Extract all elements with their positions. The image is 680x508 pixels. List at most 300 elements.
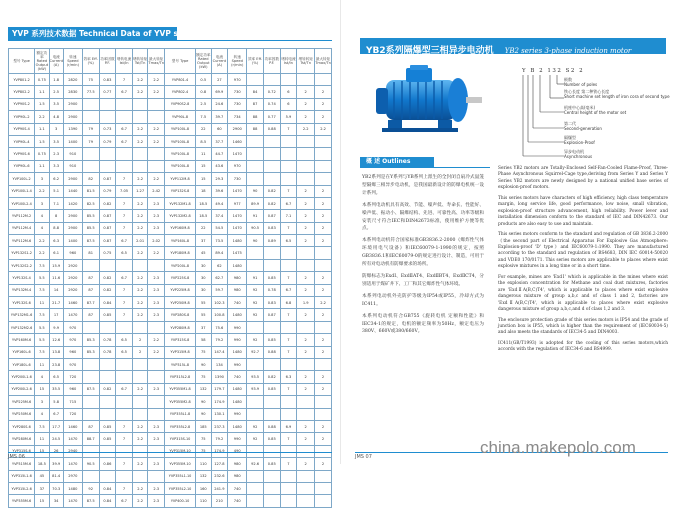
table-cell: 2.2	[132, 74, 147, 86]
left-page	[0, 0, 341, 503]
table-cell	[297, 148, 315, 160]
table-cell: 6	[280, 98, 297, 110]
table-cell: YVP355M2-8	[165, 396, 196, 408]
table-cell	[148, 259, 165, 271]
table-cell	[148, 470, 165, 482]
table-cell: 730	[228, 98, 247, 110]
table-cell: 75	[196, 445, 211, 457]
table-cell	[132, 111, 147, 123]
table-cell: 8	[49, 210, 63, 222]
table-cell: 2	[297, 210, 315, 222]
table-cell: 0.74	[263, 98, 280, 110]
table-row	[9, 321, 332, 333]
table-cell	[297, 470, 315, 482]
table-cell: 59.7	[211, 284, 228, 296]
table-cell: 2	[315, 235, 332, 247]
table-cell: 2.2	[132, 433, 147, 445]
table-cell: 2	[315, 433, 332, 445]
table-cell: 24.6	[211, 98, 228, 110]
table-cell: 4	[35, 408, 49, 420]
table-cell: 0.85	[99, 420, 116, 432]
table-cell: 720	[63, 371, 82, 383]
table-cell	[247, 247, 264, 259]
table-cell: 1470	[63, 495, 82, 507]
table-cell	[82, 111, 99, 123]
table-cell: 0.77	[99, 86, 116, 98]
table-cell: 87	[247, 98, 264, 110]
yb2-title-bar	[360, 38, 666, 54]
table-cell	[315, 135, 332, 147]
table-cell	[82, 148, 99, 160]
table-cell: 88.7	[82, 433, 99, 445]
table-cell: 2.3	[148, 420, 165, 432]
table-cell: 960	[63, 383, 82, 395]
table-cell: 2.2	[148, 173, 165, 185]
table-cell: 7	[280, 123, 297, 135]
table-cell: 5.1	[49, 185, 63, 197]
table-cell: 3.3	[49, 160, 63, 172]
table-cell	[148, 358, 165, 370]
table-cell	[315, 470, 332, 482]
cn-paragraph: YB2系列是在Y系列与YB系列上派生的全封闭自扇冷式鼠笼型隔爆三相异步电动机，是我国最新设计的防爆电机统一设计系列。	[362, 175, 484, 196]
table-cell: 0.5	[196, 74, 211, 86]
table-cell	[99, 259, 116, 271]
table-cell: 6.7	[116, 86, 133, 98]
table-cell: YVP100L-8	[165, 135, 196, 147]
cn-paragraph: 本系列电动机具有高效、节能、噪声低、寿命长、性能好、噪声低、振动小、隔爆结构、先进、可靠性高、功率等级和安装尺寸符合IEC和DIN42673标准，使用维护方便等优点。	[362, 202, 484, 232]
table-cell	[247, 482, 264, 494]
column-header: 最大转矩 Tmax/Tn	[148, 49, 165, 74]
table-cell: 3.5	[49, 98, 63, 110]
table-cell: YVP355L1-8	[165, 408, 196, 420]
table-cell: 1470	[228, 222, 247, 234]
table-row	[9, 247, 332, 259]
table-cell: 0.78	[263, 284, 280, 296]
table-cell: YVP200L1-6	[9, 371, 35, 383]
table-cell: 1470	[228, 185, 247, 197]
table-cell: 15	[196, 173, 211, 185]
table-cell: 6.5	[49, 371, 63, 383]
table-cell: 0.88	[263, 346, 280, 358]
table-cell	[132, 358, 147, 370]
table-cell: 2.2	[35, 185, 49, 197]
table-cell	[247, 408, 264, 420]
table-cell	[148, 98, 165, 110]
table-cell: 75	[82, 74, 99, 86]
table-cell	[247, 160, 264, 172]
table-cell: 990	[228, 408, 247, 420]
table-cell	[280, 396, 297, 408]
table-cell	[148, 408, 165, 420]
column-header: 型号 Type	[165, 49, 196, 74]
table-cell: 34	[49, 495, 63, 507]
table-cell: 55	[196, 297, 211, 309]
table-cell: 3	[35, 396, 49, 408]
table-cell	[247, 259, 264, 271]
table-row	[9, 396, 332, 408]
table-cell	[280, 135, 297, 147]
table-cell: YVP90S2-8	[165, 98, 196, 110]
table-cell	[82, 396, 99, 408]
table-cell: 2.3	[148, 297, 165, 309]
table-cell: YVP180M-8	[165, 247, 196, 259]
table-cell	[247, 470, 264, 482]
table-row	[9, 433, 332, 445]
table-cell: 7	[280, 433, 297, 445]
table-cell: 2	[315, 222, 332, 234]
en-paragraph: For example, mines are 'ExdⅠ' which is applicable in the mines where exist the explosion concentration for Methane and coal dust mixtures, factories are 'ExdⅡA(B,C)T4', which is applicable to places where exist explosive dangerous mixture of group a,b,c and of class 1 and 2, factories are 'ExdⅡA(B,C)T4', which is applicable to places where exist explosive dangerous mixture of group a,b,c,and d of class 1,2 and 3.	[498, 274, 668, 313]
table-cell: 2.2	[35, 247, 49, 259]
column-header: 最大转矩 Tmax/Tn	[315, 49, 332, 74]
table-cell: 2.2	[148, 74, 165, 86]
table-cell: YVP132M2-8	[165, 210, 196, 222]
table-cell	[132, 321, 147, 333]
table-cell: 2	[315, 458, 332, 470]
table-cell: 6.7	[116, 272, 133, 284]
table-cell: 2.3	[148, 272, 165, 284]
table-cell: 2.2	[315, 297, 332, 309]
table-cell	[280, 259, 297, 271]
table-cell: 2900	[63, 98, 82, 110]
table-cell: 85.3	[82, 334, 99, 346]
table-cell	[247, 321, 264, 333]
table-cell: 1460	[63, 420, 82, 432]
table-cell: 0.79	[99, 135, 116, 147]
table-cell: 90	[196, 358, 211, 370]
table-cell	[263, 482, 280, 494]
column-header: 功率因数 P.F.	[99, 49, 116, 74]
table-cell	[297, 321, 315, 333]
table-cell: 2.3	[148, 458, 165, 470]
table-cell: 2	[315, 284, 332, 296]
table-cell: 185	[196, 420, 211, 432]
table-cell	[315, 247, 332, 259]
cn-paragraph: 防爆标志为ExdⅠ、ExdⅡAT4、ExdⅡBT4、ExdⅡCT4，分别适用于煤矿井下、工厂和其它爆炸性气体环境。	[362, 273, 484, 287]
table-cell: 84	[247, 86, 264, 98]
table-cell	[315, 396, 332, 408]
table-row	[9, 98, 332, 110]
table-cell: 11.6	[49, 272, 63, 284]
table-cell: 910	[63, 160, 82, 172]
table-cell: 241.9	[211, 482, 228, 494]
table-cell: 37	[196, 321, 211, 333]
table-cell: 89.4	[211, 247, 228, 259]
table-cell: 0.83	[263, 297, 280, 309]
table-cell: 21.7	[49, 297, 63, 309]
table-cell: 87.5	[82, 235, 99, 247]
table-cell: YVP801-2	[9, 74, 35, 86]
table-cell: YVP160M-6	[9, 334, 35, 346]
table-cell	[315, 148, 332, 160]
watermark: china.makepolo.com	[480, 438, 636, 457]
table-cell: 977	[228, 197, 247, 209]
table-cell: 237.3	[211, 420, 228, 432]
table-cell: 2	[297, 185, 315, 197]
table-cell: 2	[297, 86, 315, 98]
table-cell	[263, 495, 280, 507]
table-cell: 6.9	[280, 420, 297, 432]
table-cell: 2	[297, 111, 315, 123]
table-cell: 2.3	[148, 210, 165, 222]
table-cell: 2	[297, 458, 315, 470]
table-cell	[132, 160, 147, 172]
table-cell: 2.2	[132, 383, 147, 395]
table-cell	[280, 495, 297, 507]
table-cell: 110	[196, 495, 211, 507]
table-cell: 970	[63, 321, 82, 333]
table-cell: YVP280M-6	[9, 433, 35, 445]
table-cell: 1480	[228, 396, 247, 408]
column-header: 额定功率 Rated Output (kW)	[196, 49, 211, 74]
table-cell: YVP180L-6	[9, 358, 35, 370]
table-cell: 2	[297, 383, 315, 395]
cn-paragraph: 本系列电动机符合GB755《旋转电机 定额和性能》和IEC34-1的规定，电机的额定频率为50Hz，额定电压为380V、660V或380/660V。	[362, 313, 484, 335]
table-cell: 1480	[228, 259, 247, 271]
table-cell: 90	[247, 185, 264, 197]
table-cell: 49.4	[211, 197, 228, 209]
table-cell	[280, 74, 297, 86]
table-row	[9, 358, 332, 370]
table-cell	[280, 160, 297, 172]
table-cell	[132, 371, 147, 383]
table-cell: 4.8	[49, 111, 63, 123]
table-cell: 1440	[63, 185, 82, 197]
table-cell: 110	[196, 458, 211, 470]
table-cell: 17.7	[49, 420, 63, 432]
table-cell: YVP132M-4	[9, 284, 35, 296]
table-cell: YVP132S2-2	[9, 259, 35, 271]
table-cell	[297, 74, 315, 86]
table-cell: 179.7	[211, 383, 228, 395]
table-cell: 37	[35, 482, 49, 494]
table-cell: 3	[35, 197, 49, 209]
table-cell: 1.1	[35, 123, 49, 135]
table-cell: 17	[49, 309, 63, 321]
column-header: 功率因数 P.F.	[263, 49, 280, 74]
table-cell: 0.82	[99, 197, 116, 209]
table-cell	[116, 470, 133, 482]
table-cell: YVP250M-8	[165, 297, 196, 309]
table-cell: 6.7	[116, 135, 133, 147]
table-cell: YVP225M-6	[9, 396, 35, 408]
table-cell: 60	[211, 123, 228, 135]
table-cell: 7.5	[35, 259, 49, 271]
table-cell: 7	[280, 185, 297, 197]
table-cell: 7	[280, 309, 297, 321]
table-cell: YVP112M-6	[9, 235, 35, 247]
table-cell: 0.82	[263, 185, 280, 197]
table-cell	[82, 408, 99, 420]
motor-photo	[372, 64, 488, 138]
table-cell: YVP132M2-6	[9, 321, 35, 333]
table-cell: 39.6	[211, 185, 228, 197]
table-cell: 0.87	[99, 210, 116, 222]
table-cell: 2	[297, 197, 315, 209]
table-cell: 0.82	[99, 272, 116, 284]
table-cell: YVP132S1-2	[9, 247, 35, 259]
column-header: 堵转电流 Ist/In	[280, 49, 297, 74]
table-cell: 2	[315, 346, 332, 358]
table-row	[9, 297, 332, 309]
table-cell: YVP160M-8	[165, 222, 196, 234]
table-cell: 1.8	[49, 74, 63, 86]
table-cell: 2.2	[35, 235, 49, 247]
table-row	[9, 210, 332, 222]
table-cell: 15	[35, 445, 49, 457]
table-cell: 62	[211, 259, 228, 271]
table-cell: 2.2	[148, 247, 165, 259]
table-cell: 6.7	[49, 408, 63, 420]
table-cell	[132, 259, 147, 271]
table-cell: 2940	[63, 445, 82, 457]
table-cell: 2.2	[132, 197, 147, 209]
table-cell: 11	[35, 297, 49, 309]
table-cell: 75.6	[211, 321, 228, 333]
table-cell	[148, 321, 165, 333]
table-cell: 0.82	[263, 197, 280, 209]
en-paragraph: Series YB2 motors are Totally-Enclosed Self-Fan-Cooled Flame-Proof, Three-Phase Asynchronous Squirrel-Cage type,deriving from Series Y and Series Y Series YB2 motors are newly designed by a national unified base series of explosion-proof motors.	[498, 166, 668, 191]
table-cell	[263, 173, 280, 185]
table-cell: YVP400-10	[165, 495, 196, 507]
legend-asynchronous: 异步电动机 Asynchronous	[564, 149, 593, 159]
table-cell: 7.5	[196, 111, 211, 123]
table-row	[9, 111, 332, 123]
table-cell: 174.9	[211, 396, 228, 408]
table-cell: YVP225M-8	[165, 284, 196, 296]
table-cell: 7	[116, 74, 133, 86]
table-cell	[297, 396, 315, 408]
table-cell: 910	[63, 148, 82, 160]
table-cell: 0.83	[263, 222, 280, 234]
table-cell: 45	[35, 470, 49, 482]
table-cell	[263, 408, 280, 420]
table-cell: 70.3	[49, 482, 63, 494]
table-cell: 2.2	[132, 135, 147, 147]
table-cell: 174.9	[211, 445, 228, 457]
table-cell: 58	[196, 334, 211, 346]
table-cell: YVP280M-8	[165, 321, 196, 333]
table-cell: 2	[315, 98, 332, 110]
table-cell: 7	[116, 309, 133, 321]
table-cell	[116, 371, 133, 383]
table-cell: 90.5	[247, 222, 264, 234]
table-cell: 0.82	[99, 284, 116, 296]
table-cell: 8.8	[49, 222, 63, 234]
table-cell: 29.3	[211, 173, 228, 185]
table-cell: 12.6	[49, 334, 63, 346]
table-row	[9, 148, 332, 160]
table-cell: 39.9	[49, 458, 63, 470]
table-cell: 0.75	[35, 74, 49, 86]
table-cell: 7	[116, 284, 133, 296]
table-cell: 0.85	[263, 383, 280, 395]
table-cell: 2.2	[148, 346, 165, 358]
table-cell: 0.72	[263, 86, 280, 98]
table-cell	[297, 173, 315, 185]
table-header-row	[9, 49, 332, 74]
table-cell: 55	[196, 309, 211, 321]
table-cell: 2.2	[148, 86, 165, 98]
table-cell: 87.5	[82, 383, 99, 395]
table-cell: 2	[297, 420, 315, 432]
table-cell: 5.5	[35, 272, 49, 284]
table-cell	[148, 396, 165, 408]
table-cell: 75	[196, 433, 211, 445]
table-cell: 2	[315, 210, 332, 222]
table-cell: 1420	[63, 197, 82, 209]
table-cell: 2.2	[132, 284, 147, 296]
table-cell: 2	[315, 86, 332, 98]
table-cell: 2	[297, 309, 315, 321]
table-cell: 7.1	[280, 210, 297, 222]
type-code: Y B 2 132 S2 2	[522, 68, 585, 74]
table-cell: 2	[315, 371, 332, 383]
table-cell: 1480	[228, 420, 247, 432]
table-row	[9, 135, 332, 147]
table-cell	[148, 160, 165, 172]
table-cell: 210	[211, 495, 228, 507]
table-cell: 740	[228, 297, 247, 309]
table-cell: 22	[196, 222, 211, 234]
table-cell: YVP112M-8	[165, 173, 196, 185]
table-cell: 37	[196, 235, 211, 247]
table-cell	[297, 358, 315, 370]
table-cell: 7	[280, 272, 297, 284]
table-cell: 87	[82, 420, 99, 432]
table-cell	[263, 74, 280, 86]
table-row	[9, 334, 332, 346]
table-cell	[99, 358, 116, 370]
table-cell: 2.2	[35, 111, 49, 123]
table-cell: 0.79	[99, 185, 116, 197]
table-cell: 1470	[63, 433, 82, 445]
table-cell: 2.2	[132, 458, 147, 470]
table-cell: YVP250M-6	[9, 408, 35, 420]
table-cell: 2820	[63, 74, 82, 86]
table-cell: YVP315M-10	[165, 445, 196, 457]
table-cell: 2.3	[148, 309, 165, 321]
table-cell: 2900	[63, 111, 82, 123]
table-cell: YVP160L-6	[9, 346, 35, 358]
table-row	[9, 495, 332, 507]
table-cell	[99, 321, 116, 333]
table-row	[9, 259, 332, 271]
table-cell	[297, 160, 315, 172]
table-cell: 2.3	[148, 495, 165, 507]
table-cell	[280, 321, 297, 333]
column-header: 型号 Type	[9, 49, 35, 74]
table-row	[9, 197, 332, 209]
english-text-column	[498, 166, 668, 358]
table-row	[9, 346, 332, 358]
table-cell	[297, 135, 315, 147]
table-cell: 4	[35, 222, 49, 234]
table-cell: YVP90S-6	[9, 148, 35, 160]
table-cell: 0.85	[263, 272, 280, 284]
table-cell	[297, 259, 315, 271]
table-cell: 93.9	[247, 383, 264, 395]
table-cell: 75	[196, 371, 211, 383]
table-cell: 81	[82, 247, 99, 259]
table-cell: 2	[315, 420, 332, 432]
table-cell: YVP315S-10	[165, 433, 196, 445]
table-cell	[82, 321, 99, 333]
table-cell: 1.5	[35, 135, 49, 147]
table-cell: 2.3	[148, 433, 165, 445]
table-body	[9, 74, 332, 508]
table-cell: 79	[82, 123, 99, 135]
table-cell	[99, 371, 116, 383]
